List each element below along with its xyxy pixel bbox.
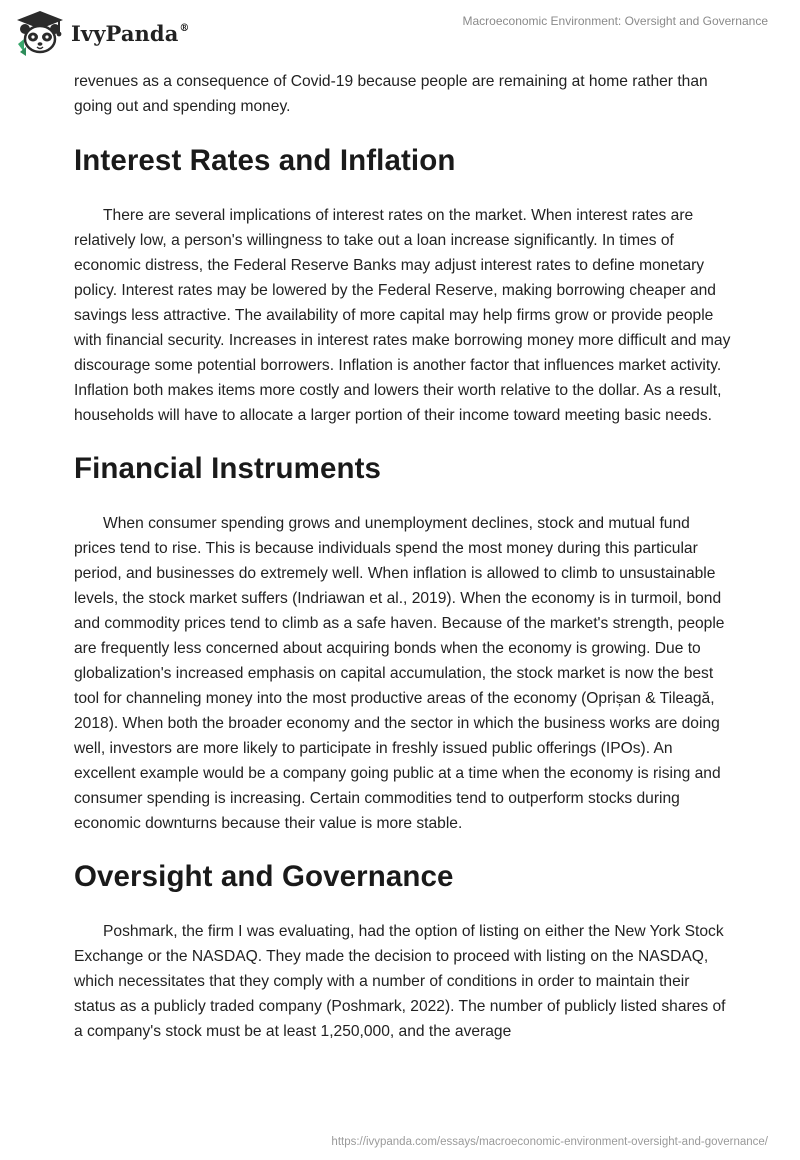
section-paragraph-financial-instruments: When consumer spending grows and unemployment declines, stock and mutual fund prices tend to rise. This is because individuals spend the most money during this particular period, and businesses do extremely well. When inflation is allowed to climb to unsustainable levels, the stock market suffers (Indriawan et al., 2019). When the economy is in turmoil, bond and commodity prices tend to climb as a safe haven. Because of the market's strength, people are frequently less concerned about acquiring bonds when the economy is growing. Due to globalization's increased emphasis on capital accumulation, the stock market is now the best tool for channeling money into the most productive areas of the economy (Oprișan & Tileagă, 2018). When both the broader economy and the sector in which the business works are doing well, investors are more likely to participate in freshly issued public offerings (IPOs). An excellent example would be a company going public at a time when the economy is rising and consumer spending is increasing. Certain commodities tend to outperform stocks during economic downturns because their value is more stable.	[74, 515, 725, 832]
section-heading-interest-rates: Interest Rates and Inflation	[74, 144, 456, 177]
panda-graduate-icon	[13, 8, 67, 56]
page-header	[0, 0, 800, 64]
paragraph-continuation: revenues as a consequence of Covid-19 because people are remaining at home rather than going out and spending money.	[74, 73, 708, 115]
section-heading-oversight: Oversight and Governance	[74, 860, 454, 893]
essay-content	[74, 69, 734, 1044]
section-paragraph-oversight: Poshmark, the firm I was evaluating, had the option of listing on either the New York Stock Exchange or the NASDAQ. They made the decision to proceed with listing on the NASDAQ, which necessitates that they comply with a number of conditions in order to maintain their status as a publicly traded company (Poshmark, 2022). The number of publicly listed shares of a company's stock must be at least 1,250,000, and the average	[74, 923, 726, 1040]
document-title: Macroeconomic Environment: Oversight and Governance	[462, 14, 768, 28]
section-paragraph-interest-rates: There are several implications of interest rates on the market. When interest rates are relatively low, a person's willingness to take out a loan increase significantly. In times of economic distress, the Federal Reserve Banks may adjust interest rates to define monetary policy. Interest rates may be lowered by the Federal Reserve, making borrowing cheaper and savings less attractive. The availability of more capital may help firms grow or provide people with financial security. Increases in interest rates make borrowing money more difficult and may discourage some potential borrowers. Inflation is another factor that influences market activity. Inflation both makes items more costly and lowers their worth relative to the dollar. As a result, households will have to allocate a larger portion of their income toward meeting basic needs.	[74, 207, 731, 424]
ivypanda-logo[interactable]	[13, 8, 190, 56]
section-heading-financial-instruments: Financial Instruments	[74, 452, 381, 485]
source-url[interactable]: https://ivypanda.com/essays/macroeconomic-environment-oversight-and-governance/	[331, 1136, 768, 1148]
brand-name: IvyPanda®	[71, 20, 190, 46]
